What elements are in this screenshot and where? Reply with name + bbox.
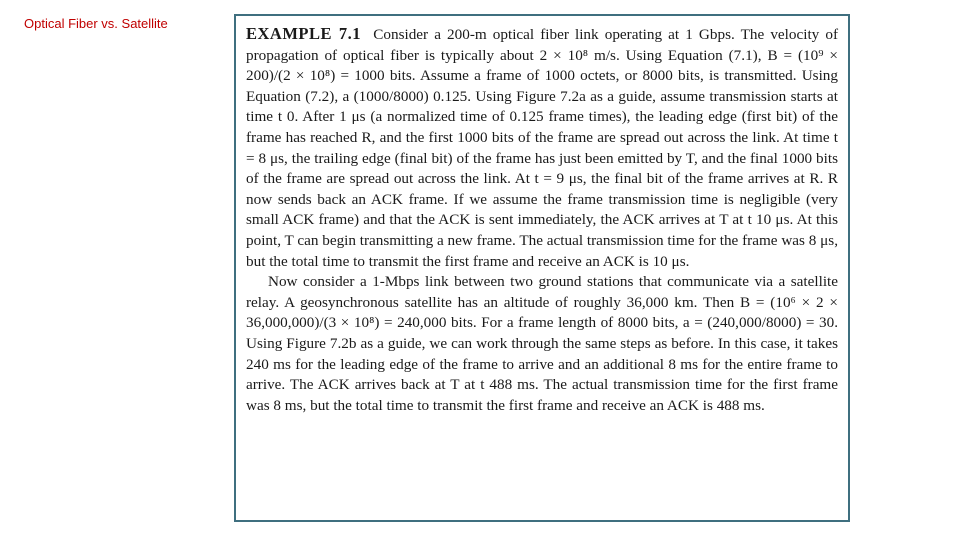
example-heading: EXAMPLE 7.1 — [246, 24, 362, 43]
example-paragraph-satellite — [246, 272, 838, 416]
example-paragraph-fiber — [246, 24, 838, 272]
paragraph-text: Now consider a 1-Mbps link between two ground stations that communicate via a satellite relay. A geosynchronous satellite has an altitude of roughly 36,000 km. Then B = (10⁶ × 2 × 36,000,000)/(3 × 10⁸) = 240,000 bits. For a frame length of 8000 bits, a = (240,000/8000) = 30. Using Figure 7.2b as a guide, we can work through the same steps as before. In this case, it takes 240 ms for the leading edge of the frame to arrive and an additional 8 ms for the entire frame to arrive. The ACK arrives back at T at t 488 ms. The actual transmission time for the first frame was 8 ms, but the total time to transmit the first frame and receive an ACK is 488 ms. — [246, 273, 838, 414]
paragraph-text: Consider a 200-m optical fiber link operating at 1 Gbps. The velocity of propagation of optical fiber is typically about 2 × 10⁸ m/s. Using Equation (7.1), B = (10⁹ × 200)/(2 × 10⁸) = 1000 bits. Assume a frame of 1000 octets, or 8000 bits, is transmitted. Using Equation (7.2), a (1000/8000) 0.125. Using Figure 7.2a as a guide, assume transmission starts at time t 0. After 1 μs (a normalized time of 0.125 frame times), the leading edge (first bit) of the frame has reached R, and the first 1000 bits of the frame are spread out across the link. At time t = 8 μs, the trailing edge (final bit) of the frame has just been emitted by T, and the final 1000 bits of the frame are spread out across the link. At t = 9 μs, the final bit of the frame arrives at R. R now sends back an ACK frame. If we assume the frame transmission time is negligible (very small ACK frame) and that the ACK is sent immediately, the ACK arrives at T at t 10 μs. At this point, T can begin transmitting a new frame. The actual transmission time for the frame was 8 μs, but the total time to transmit the first frame and receive an ACK is 10 μs. — [246, 26, 839, 270]
example-box — [234, 14, 850, 522]
slide-title: Optical Fiber vs. Satellite — [24, 16, 168, 31]
